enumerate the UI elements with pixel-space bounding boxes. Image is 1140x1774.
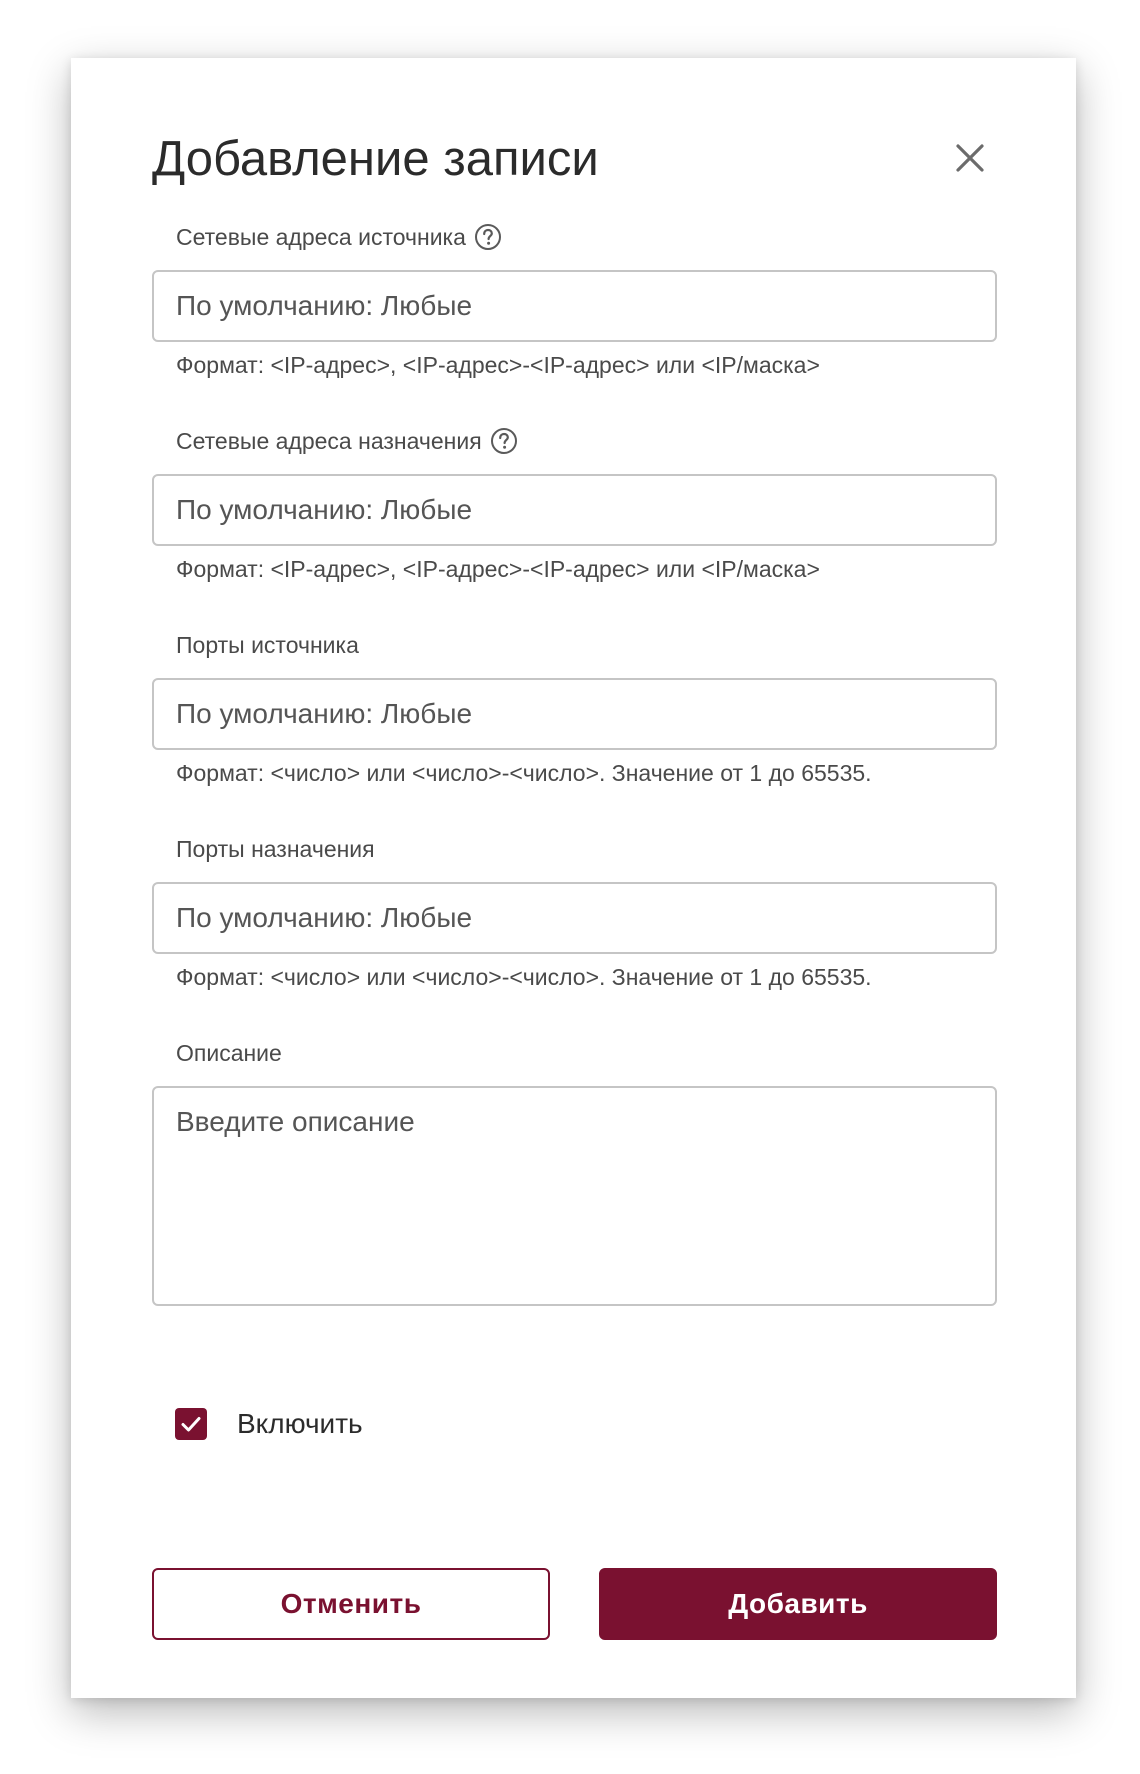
enable-checkbox[interactable] — [175, 1408, 207, 1440]
close-button[interactable] — [942, 130, 998, 186]
source-addresses-label-text: Сетевые адреса источника — [176, 223, 466, 250]
destination-addresses-field — [152, 424, 997, 583]
destination-addresses-hint: Формат: <IP-адрес>, <IP-адрес>-<IP-адрес> или <IP/маска> — [176, 556, 820, 582]
cancel-button[interactable]: Отменить — [152, 1568, 550, 1640]
destination-ports-label: Порты назначения — [176, 835, 375, 862]
source-ports-field — [152, 628, 997, 787]
dialog-title: Добавление записи — [152, 132, 599, 186]
description-field — [152, 1036, 997, 1306]
source-addresses-field — [152, 220, 997, 379]
destination-ports-hint: Формат: <число> или <число>-<число>. Значение от 1 до 65535. — [176, 964, 872, 990]
add-button[interactable]: Добавить — [599, 1568, 997, 1640]
source-ports-input[interactable] — [152, 678, 997, 750]
description-label: Описание — [176, 1039, 282, 1066]
destination-addresses-label-text: Сетевые адреса назначения — [176, 427, 482, 454]
source-ports-hint: Формат: <число> или <число>-<число>. Значение от 1 до 65535. — [176, 760, 872, 786]
help-icon[interactable] — [490, 427, 518, 455]
help-icon[interactable] — [474, 223, 502, 251]
checkmark-icon — [179, 1412, 203, 1436]
source-ports-label: Порты источника — [176, 631, 359, 658]
enable-label: Включить — [237, 1408, 363, 1439]
destination-addresses-label — [152, 424, 997, 458]
description-textarea[interactable] — [152, 1086, 997, 1306]
source-addresses-label — [152, 220, 997, 254]
destination-addresses-input[interactable] — [152, 474, 997, 546]
enable-checkbox-row[interactable] — [175, 1408, 363, 1440]
source-addresses-input[interactable] — [152, 270, 997, 342]
destination-ports-input[interactable] — [152, 882, 997, 954]
close-icon — [955, 143, 985, 173]
source-addresses-hint: Формат: <IP-адрес>, <IP-адрес>-<IP-адрес> или <IP/маска> — [176, 352, 820, 378]
destination-ports-field — [152, 832, 997, 991]
add-record-dialog — [71, 58, 1076, 1698]
